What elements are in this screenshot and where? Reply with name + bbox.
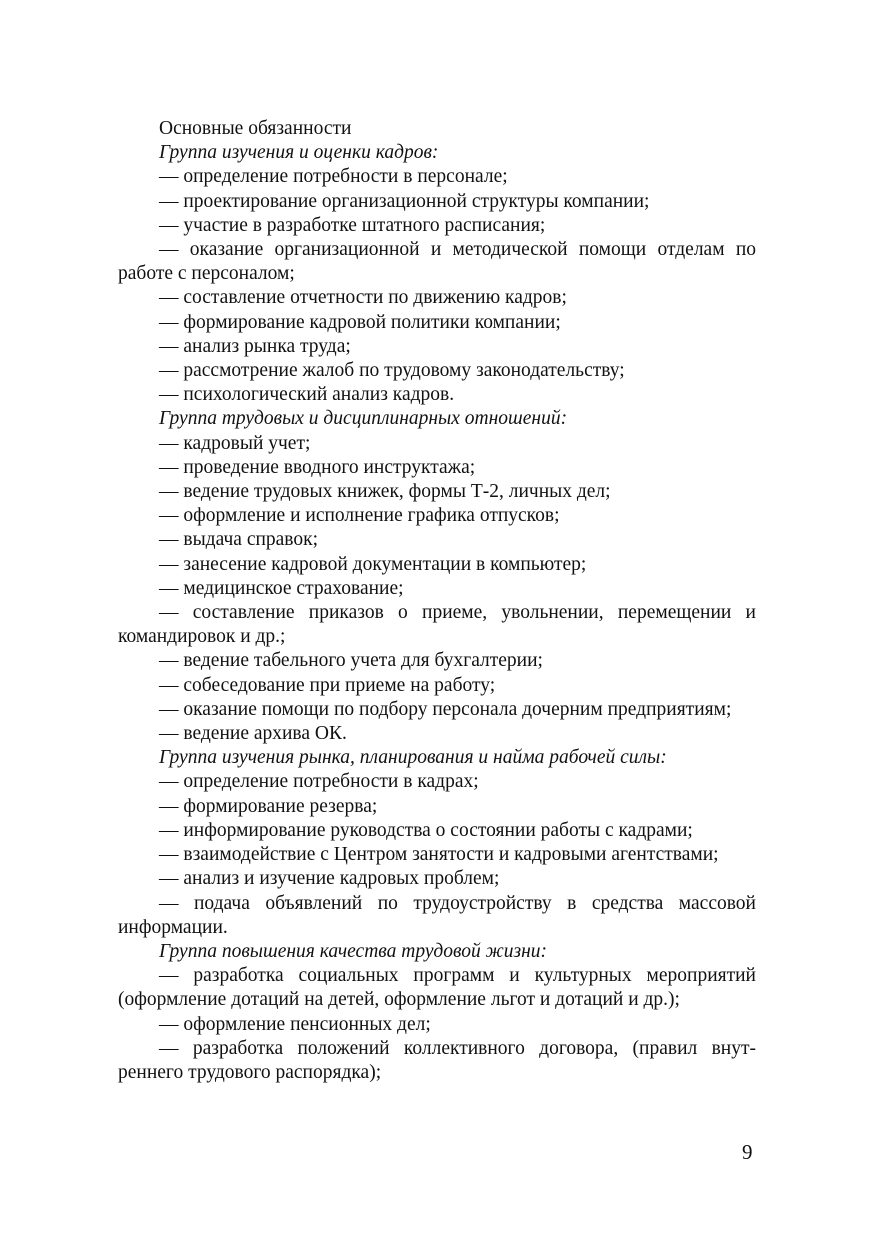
list-item: — информирование руководства о состоянии работы с кадрами; <box>159 819 693 841</box>
list-item: — анализ рынка труда; <box>159 335 351 357</box>
list-item: — проектирование организационной структуры компании; <box>159 190 650 212</box>
list-item: — ведение трудовых книжек, формы Т-2, личных дел; <box>159 481 611 503</box>
section-heading: Группа изучения и оценки кадров: <box>159 142 439 164</box>
section-heading: Группа трудовых и дисциплинарных отношений: <box>159 408 568 430</box>
document-page <box>118 117 756 1085</box>
list-item: — оказание помощи по подбору персонала дочерним предприятиям; <box>159 698 732 720</box>
list-item: — оформление пенсионных дел; <box>159 1013 431 1035</box>
list-item: — ведение табельного учета для бухгалтерии; <box>159 650 543 672</box>
list-item: — медицинское страхование; <box>159 577 404 599</box>
list-item: — выдача справок; <box>159 529 319 551</box>
list-item: — формирование кадровой политики компании; <box>159 311 561 333</box>
list-item: — составление отчетности по движению кадров; <box>159 287 567 309</box>
list-item: — взаимодействие с Центром занятости и кадровыми агентствами; <box>159 844 719 866</box>
list-item: — психологический анализ кадров. <box>159 384 455 406</box>
list-item: — определение потребности в кадрах; <box>159 771 479 793</box>
list-item: — ведение архива ОК. <box>159 723 347 745</box>
page-number: 9 <box>742 1140 753 1164</box>
list-item: — составление приказов о приеме, увольнении, перемещении и командировок и др.; <box>118 602 756 648</box>
document-title: Основные обязанности <box>159 118 352 139</box>
list-item: — формирование резерва; <box>159 795 378 817</box>
list-item: — участие в разработке штатного расписания; <box>159 214 546 236</box>
list-item: — подача объявлений по трудоустройству в средства массовой информации. <box>118 892 756 938</box>
list-item: — рассмотрение жалоб по трудовому законодательству; <box>159 360 625 382</box>
section-heading: Группа изучения рынка, планирования и найма рабочей силы: <box>159 747 667 769</box>
list-item: — собеседование при приеме на работу; <box>159 674 496 696</box>
list-item: — анализ и изучение кадровых проблем; <box>159 868 500 890</box>
section-heading: Группа повышения качества трудовой жизни: <box>159 940 548 962</box>
list-item: — оказание организационной и методической помощи отделам по работе с персоналом; <box>118 239 756 285</box>
list-item: — определение потребности в персонале; <box>159 166 508 188</box>
list-item: — оформление и исполнение графика отпусков; <box>159 505 560 527</box>
list-item: — кадровый учет; <box>159 432 311 454</box>
list-item: — занесение кадровой документации в компьютер; <box>159 553 587 575</box>
list-item: — разработка положений коллективного договора, (правил внут-реннего трудового распорядка); <box>118 1037 756 1083</box>
list-item: — разработка социальных программ и культурных мероприятий (оформление дотаций на детей, оформление льгот и дотаций и др.); <box>118 965 756 1011</box>
list-item: — проведение вводного инструктажа; <box>159 456 476 478</box>
